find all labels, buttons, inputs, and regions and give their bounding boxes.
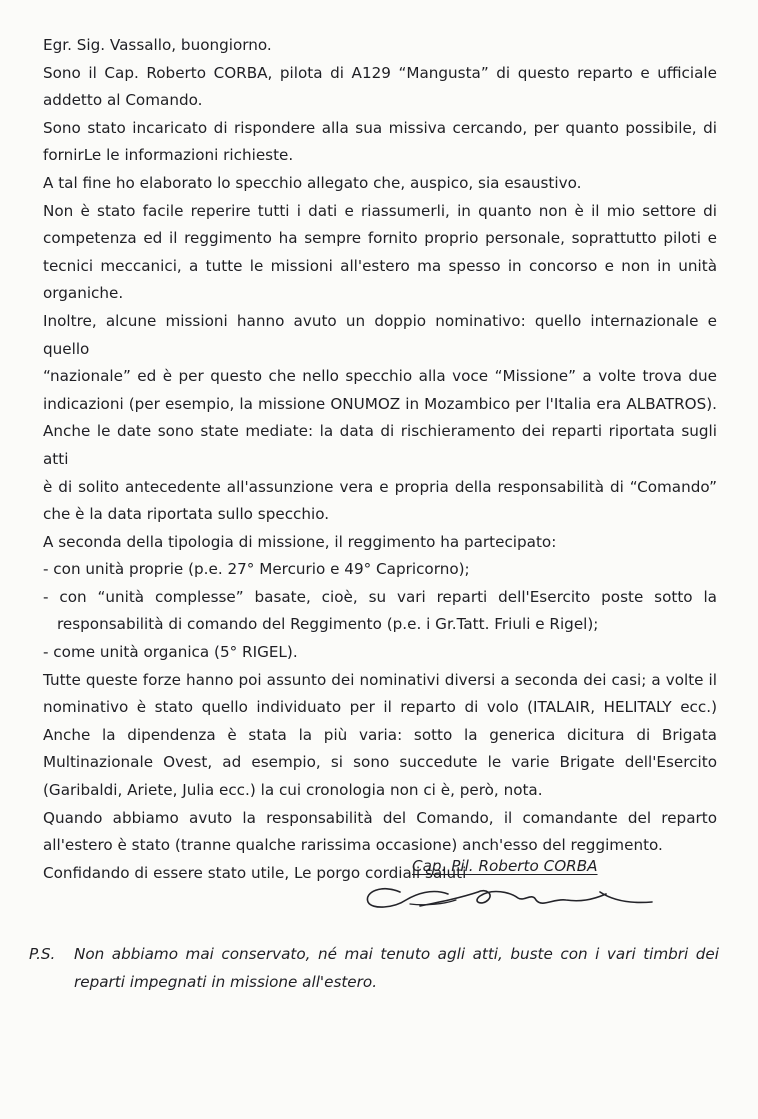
letter-line: organiche. (43, 284, 124, 303)
postscript (29, 941, 719, 996)
letter-line: Non è stato facile reperire tutti i dati e riassumerli, in quanto non è il mio settore di (43, 201, 717, 220)
greeting: Egr. Sig. Vassallo, buongiorno. (43, 36, 272, 54)
ps-line: reparti impegnati in missione all'estero. (74, 972, 378, 991)
letter-line: responsabilità di comando del Reggimento (p.e. i Gr.Tatt. Friuli e Rigel); (57, 615, 599, 634)
letter-line: - con “unità complesse” basate, cioè, su vari reparti dell'Esercito poste sotto la (43, 587, 717, 606)
letter-line: - come unità organica (5° RIGEL). (43, 643, 298, 662)
letter-line: nominativo è stato quello individuato per il reparto di volo (ITALAIR, HELITALY ecc.) (43, 698, 717, 717)
letter-line: competenza ed il reggimento ha sempre fornito proprio personale, soprattutto piloti e (43, 229, 717, 248)
letter-line: Inoltre, alcune missioni hanno avuto un doppio nominativo: quello internazionale e quello (43, 311, 717, 358)
signer-name: Cap. Pil. Roberto CORBA (412, 857, 598, 875)
letter-body (43, 32, 717, 887)
letter-line: A tal fine ho elaborato lo specchio allegato che, auspico, sia esaustivo. (43, 173, 582, 192)
letter-line: all'estero è stato (tranne qualche rarissima occasione) anch'esso del reggimento. (43, 836, 663, 855)
letter-line: Sono il Cap. Roberto CORBA, pilota di A129 “Mangusta” di questo reparto e ufficiale (43, 63, 717, 82)
letter-line: Multinazionale Ovest, ad esempio, si sono succedute le varie Brigate dell'Esercito (43, 753, 717, 772)
handwritten-signature (360, 870, 660, 920)
letter-line: Confidando di essere stato utile, Le porgo cordiali saluti (43, 863, 467, 882)
letter-line: “nazionale” ed è per questo che nello specchio alla voce “Missione” a volte trova due (43, 367, 717, 386)
letter-line: Sono stato incaricato di rispondere alla sua missiva cercando, per quanto possibile, di (43, 118, 717, 137)
letter-line: Quando abbiamo avuto la responsabilità del Comando, il comandante del reparto (43, 808, 717, 827)
letter-line: (Garibaldi, Ariete, Julia ecc.) la cui cronologia non ci è, però, nota. (43, 781, 543, 800)
letter-line: è di solito antecedente all'assunzione vera e propria della responsabilità di “Comando” (43, 477, 717, 496)
letter-line: addetto al Comando. (43, 91, 203, 110)
letter-paragraphs (43, 60, 717, 888)
letter-line: - con unità proprie (p.e. 27° Mercurio e 49° Capricorno); (43, 560, 470, 579)
letter-line: Anche le date sono state mediate: la data di rischieramento dei reparti riportata sugli atti (43, 422, 717, 468)
ps-label: P.S. (29, 945, 56, 963)
letter-line: tecnici meccanici, a tutte le missioni all'estero ma spesso in concorso e non in unità (43, 256, 717, 275)
letter-line: indicazioni (per esempio, la missione ONUMOZ in Mozambico per l'Italia era ALBATROS). (43, 394, 717, 413)
letter-line: Tutte queste forze hanno poi assunto dei nominativi diversi a seconda dei casi; a volte il (43, 670, 717, 689)
letter-line: che è la data riportata sullo specchio. (43, 505, 330, 524)
ps-line: Non abbiamo mai conservato, né mai tenuto agli atti, buste con i vari timbri dei (74, 945, 719, 963)
letter-line: fornirLe le informazioni richieste. (43, 146, 294, 165)
letter-line: A seconda della tipologia di missione, il reggimento ha partecipato: (43, 532, 557, 551)
letter-line: Anche la dipendenza è stata la più varia: sotto la generica dicitura di Brigata (43, 725, 717, 744)
